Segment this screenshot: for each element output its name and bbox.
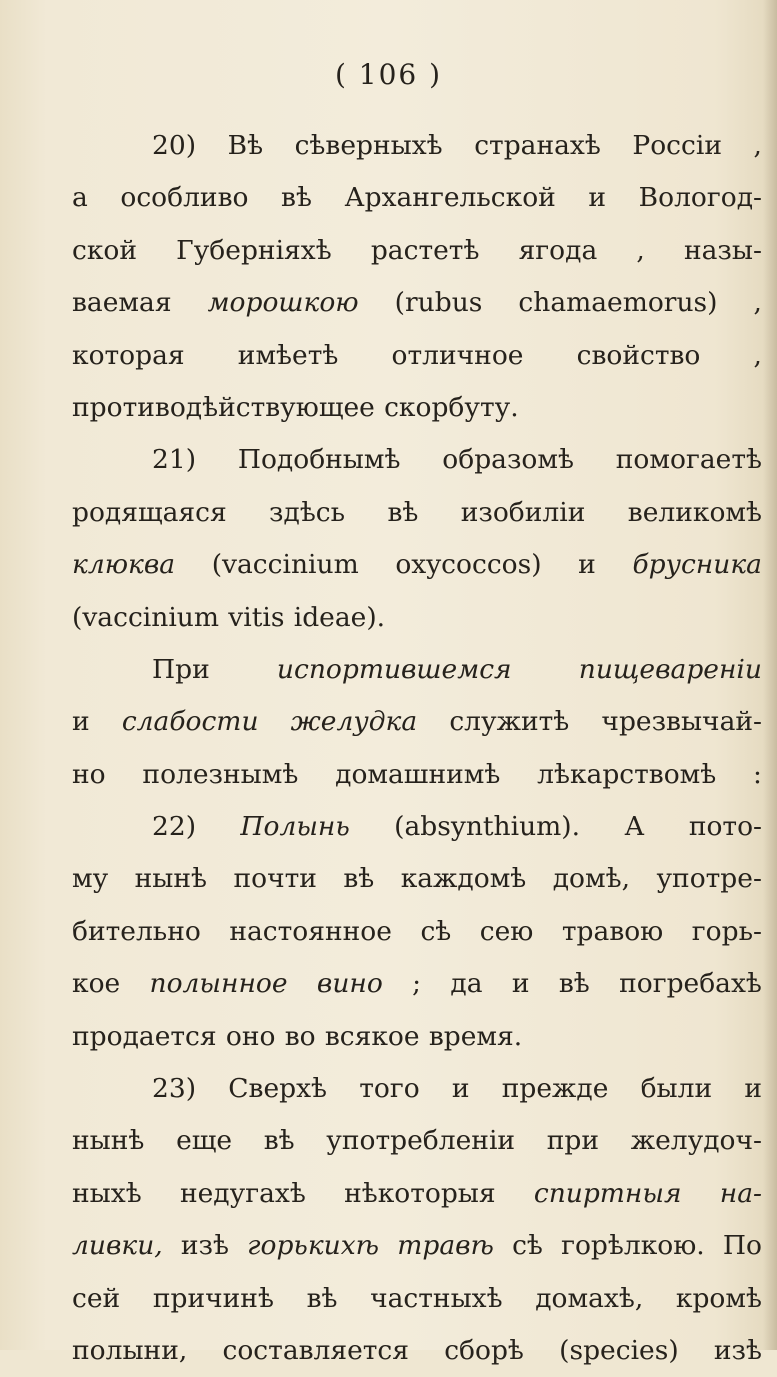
word: составляется xyxy=(222,1334,409,1366)
word: , xyxy=(753,287,762,319)
word: сею xyxy=(479,915,534,947)
word: 21) xyxy=(152,444,197,476)
word: А xyxy=(624,811,645,843)
word: слабости xyxy=(121,706,259,738)
word: назы- xyxy=(683,234,762,266)
word: Вологод- xyxy=(638,182,762,214)
word: ; xyxy=(412,968,422,1000)
word: и xyxy=(72,706,90,738)
text-line xyxy=(72,1011,762,1063)
word: и xyxy=(451,1073,470,1105)
word: кромѣ xyxy=(675,1282,762,1314)
word: сѣ xyxy=(512,1230,543,1262)
text-line xyxy=(72,853,762,905)
word: и xyxy=(578,549,596,581)
word: которая xyxy=(72,339,185,371)
word: ливки, xyxy=(72,1230,163,1262)
word: еще xyxy=(176,1125,233,1157)
word: (vaccinium xyxy=(211,549,359,581)
word: сей xyxy=(72,1282,121,1314)
text-line xyxy=(72,801,762,853)
word: да xyxy=(450,968,483,1000)
word: изѣ xyxy=(180,1230,229,1262)
text-line xyxy=(72,1220,762,1272)
word: вино xyxy=(316,968,383,1000)
word: чрезвычай- xyxy=(601,706,762,738)
word: клюква xyxy=(72,549,176,581)
page-number: ( 106 ) xyxy=(334,58,443,91)
text-line xyxy=(72,644,762,696)
word: великомѣ xyxy=(627,496,762,528)
word: особливо xyxy=(120,182,249,214)
word: вѣ xyxy=(558,968,590,1000)
word: время. xyxy=(428,1020,523,1052)
word: ideae). xyxy=(293,601,386,633)
word: морошкою xyxy=(207,287,359,319)
word: скорбуту. xyxy=(384,391,519,423)
word: погребахѣ xyxy=(619,968,762,1000)
word: употребленіи xyxy=(326,1125,516,1157)
word: ваемая xyxy=(72,287,172,319)
word: вѣ xyxy=(343,863,375,895)
word: , xyxy=(753,130,762,161)
word: при xyxy=(546,1125,600,1157)
text-line xyxy=(72,906,762,958)
word: сборѣ xyxy=(444,1334,524,1366)
word: сѣ xyxy=(420,915,452,947)
word: 22) xyxy=(152,811,197,843)
text-line xyxy=(72,172,762,224)
word: нѣкоторыя xyxy=(344,1177,496,1209)
text-line xyxy=(72,487,762,539)
word: полыни, xyxy=(72,1334,188,1366)
word: причинѣ xyxy=(152,1282,274,1314)
word: травою xyxy=(561,915,664,947)
word: горькихѣ xyxy=(247,1230,380,1262)
text-line xyxy=(72,1115,762,1167)
word: травѣ xyxy=(397,1230,494,1262)
word: oxycoccos) xyxy=(395,549,542,581)
word: домахѣ, xyxy=(535,1282,644,1314)
word: 23) xyxy=(152,1073,197,1105)
word: и xyxy=(744,1073,762,1105)
text-line xyxy=(72,1325,762,1377)
page-spine-shadow xyxy=(763,0,777,1350)
word: ягода xyxy=(518,234,598,266)
word: здѣсь xyxy=(269,496,346,528)
word: домѣ, xyxy=(552,863,631,895)
word: свойство xyxy=(576,339,701,371)
word: , xyxy=(753,339,762,371)
word: По xyxy=(722,1230,762,1262)
word: (rubus xyxy=(394,287,483,319)
word: употре- xyxy=(656,863,762,895)
word: а xyxy=(72,182,88,214)
word: всякое xyxy=(324,1020,420,1052)
word: образомѣ xyxy=(442,444,574,476)
word: Сверхѣ xyxy=(228,1073,328,1105)
word: ныхѣ xyxy=(72,1177,142,1209)
word: vitis xyxy=(228,601,285,633)
word: вѣ xyxy=(263,1125,295,1157)
text-body xyxy=(72,120,762,1377)
word: продается xyxy=(72,1020,217,1052)
word: служитѣ xyxy=(449,706,570,738)
word: полынное xyxy=(149,968,288,1000)
word: домашнимѣ xyxy=(335,758,501,790)
text-line xyxy=(72,539,762,591)
word: бительно xyxy=(72,915,201,947)
word: каждомѣ xyxy=(400,863,527,895)
text-line xyxy=(72,696,762,748)
word: Россіи xyxy=(632,130,722,161)
word: сѣверныхѣ xyxy=(294,130,443,161)
word: (species) xyxy=(559,1334,679,1366)
word: недугахѣ xyxy=(179,1177,306,1209)
word: брусника xyxy=(632,549,762,581)
text-line xyxy=(72,120,762,172)
word: того xyxy=(359,1073,420,1105)
word: желудоч- xyxy=(630,1125,762,1157)
word: отличное xyxy=(391,339,524,371)
word: chamaemorus) xyxy=(518,287,718,319)
text-line xyxy=(72,330,762,382)
word: вѣ xyxy=(387,496,419,528)
word: вѣ xyxy=(281,182,312,214)
word: горь- xyxy=(691,915,762,947)
word: лѣкарствомѣ xyxy=(537,758,717,790)
word: изобиліи xyxy=(460,496,586,528)
word: испортившемся xyxy=(276,653,512,685)
text-line xyxy=(72,1063,762,1115)
text-line xyxy=(72,382,762,434)
word: оно xyxy=(225,1020,276,1052)
word: на- xyxy=(719,1177,762,1209)
word: желудка xyxy=(290,706,418,738)
word: , xyxy=(636,234,645,266)
word: помогаетѣ xyxy=(615,444,762,476)
text-line xyxy=(72,225,762,277)
word: изѣ xyxy=(713,1334,762,1366)
word: и xyxy=(588,182,607,214)
word: противодѣйствующее xyxy=(72,391,375,423)
text-line xyxy=(72,1168,762,1220)
word: но xyxy=(72,758,106,790)
word: и xyxy=(511,968,530,1000)
word: му xyxy=(72,863,109,895)
word: горѣлкою. xyxy=(561,1230,705,1262)
word: родящаяся xyxy=(72,496,227,528)
word: вѣ xyxy=(306,1282,338,1314)
text-line xyxy=(72,1273,762,1325)
word: Полынь xyxy=(240,811,350,843)
word: Подобнымѣ xyxy=(237,444,401,476)
word: прежде xyxy=(501,1073,609,1105)
word: полезнымѣ xyxy=(142,758,299,790)
word: были xyxy=(640,1073,713,1105)
word: 20) xyxy=(152,130,197,161)
word: (absynthium). xyxy=(394,811,581,843)
text-line xyxy=(72,592,762,644)
word: Губерніяхѣ xyxy=(176,234,332,266)
word: При xyxy=(152,653,210,685)
word: спиртныя xyxy=(533,1177,682,1209)
word: пото- xyxy=(688,811,762,843)
word: Вѣ xyxy=(227,130,264,161)
word: настоянное xyxy=(229,915,392,947)
word: : xyxy=(753,758,762,790)
word: нынѣ xyxy=(134,863,208,895)
word: растетѣ xyxy=(370,234,480,266)
text-line xyxy=(72,434,762,486)
text-line xyxy=(72,958,762,1010)
word: странахѣ xyxy=(474,130,601,161)
text-line xyxy=(72,277,762,329)
word: пищевареніи xyxy=(578,653,762,685)
word: Архангельской xyxy=(344,182,556,214)
word: частныхѣ xyxy=(370,1282,503,1314)
text-line xyxy=(72,749,762,801)
word: ской xyxy=(72,234,138,266)
word: кое xyxy=(72,968,121,1000)
word: почти xyxy=(233,863,317,895)
word: (vaccinium xyxy=(72,601,220,633)
word: имѣетѣ xyxy=(237,339,339,371)
word: во xyxy=(284,1020,316,1052)
word: нынѣ xyxy=(72,1125,145,1157)
